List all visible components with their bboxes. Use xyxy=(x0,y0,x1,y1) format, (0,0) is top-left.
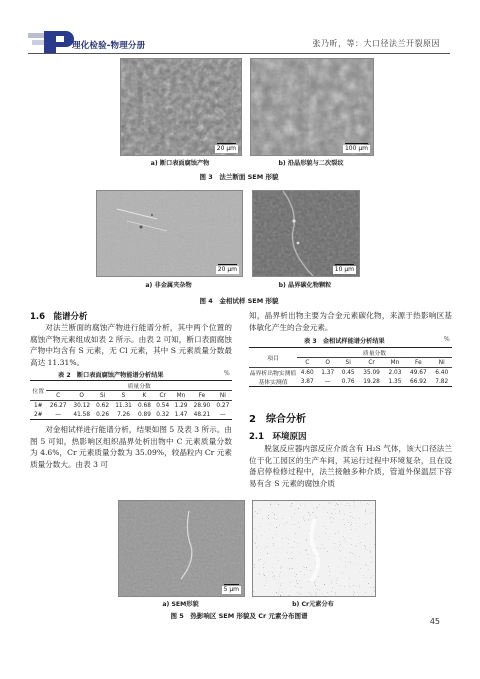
journal-name: 理化检验-物理分册 xyxy=(72,41,146,51)
table3-cell: 35.09 xyxy=(363,369,380,376)
fig3a-scale-bar: 20 μm xyxy=(216,145,236,152)
table3-col: Ni xyxy=(432,358,453,368)
table3-unit: % xyxy=(444,336,450,343)
table2 xyxy=(30,380,232,420)
section-2-1-para1-text: 脱氢反应器内部反应介质含有 H₂S 气体，该大口径法兰位于化工园区的生产车间，其运行过程中环境复杂，且在设备启停检修过程中，法兰接触多种介质，管道外保温层下容易有含 S 元素的腐蚀介质 xyxy=(249,444,452,488)
fig3a-caption: a) 断口表面腐蚀产物 xyxy=(150,160,210,167)
journal-logo-mark xyxy=(28,30,76,54)
table2-col: O xyxy=(70,391,94,401)
fig4b-scale-bar: 10 μm xyxy=(334,266,354,273)
table2-col: Mn xyxy=(172,391,190,401)
table3-cell: 0.76 xyxy=(338,377,358,387)
table-row xyxy=(30,410,232,420)
table3-cell: — xyxy=(317,377,337,387)
table2-cell: 2# xyxy=(30,410,46,420)
table2-corner: 位置 xyxy=(30,381,46,401)
table2-cell: 0.32 xyxy=(154,410,172,420)
table3-col: Si xyxy=(338,358,358,368)
table3-cell: 4.60 xyxy=(300,369,314,376)
table3-corner: 项目 xyxy=(249,348,297,368)
fig5-caption: 图 5 热影响区 SEM 形貌及 Cr 元素分布图谱 xyxy=(170,612,308,620)
table3-cell: 2.03 xyxy=(388,369,402,376)
table3-col: O xyxy=(317,358,337,368)
table2-cell: 41.58 xyxy=(70,410,94,420)
section-2-1-para1 xyxy=(249,443,452,489)
fig5a-image xyxy=(118,500,245,597)
table3-col: Mn xyxy=(385,358,405,368)
table3-cell: 1.35 xyxy=(385,377,405,387)
table3-cell: 0.45 xyxy=(341,369,355,376)
table3-cell: 6.40 xyxy=(435,369,449,376)
section-2-heading: 2 综合分析 xyxy=(249,414,306,425)
fig5a-scale-bar: 5 μm xyxy=(223,586,239,593)
table2-group-header: 质量分数 xyxy=(46,381,232,391)
fig4a-image xyxy=(96,190,243,277)
table-row xyxy=(249,377,452,387)
fig4b-image xyxy=(252,190,360,277)
table2-cell: 11.31 xyxy=(115,402,132,409)
fig4a-caption: a) 非金属夹杂物 xyxy=(145,282,192,289)
table2-col: Ni xyxy=(214,391,232,401)
table2-col: C xyxy=(46,391,70,401)
table-row xyxy=(249,368,452,378)
fig3b-caption: b) 沿晶形貌与二次裂纹 xyxy=(278,160,344,167)
fig5a-caption: a) SEM形貌 xyxy=(162,601,199,608)
fig4b-caption: b) 晶界碳化物颗粒 xyxy=(278,282,332,289)
table3-col: Cr xyxy=(358,358,384,368)
fig5b-texture xyxy=(253,501,375,596)
table2-cell: 0.89 xyxy=(135,410,153,420)
table3-cell: 7.82 xyxy=(432,377,453,387)
table2-cell: 30.12 xyxy=(73,402,91,409)
section-1-6-para2 xyxy=(30,424,232,470)
table2-cell: 0.68 xyxy=(137,402,151,409)
table2-cell: 28.90 xyxy=(193,402,211,409)
table3-group-header: 质量分数 xyxy=(297,348,452,358)
table3-cell: 66.92 xyxy=(405,377,431,387)
table3-col: Fe xyxy=(405,358,431,368)
section-1-6-para1 xyxy=(30,322,232,368)
table3 xyxy=(249,347,452,387)
table3-cell: 19.28 xyxy=(358,377,384,387)
table2-unit: % xyxy=(224,370,230,377)
section-1-6-heading: 1.6 能谱分析 xyxy=(30,312,88,322)
section-2-1-heading: 2.1 环境原因 xyxy=(249,432,307,442)
table2-col: Fe xyxy=(190,391,214,401)
fig5b-image xyxy=(252,500,376,597)
table2-col: K xyxy=(135,391,153,401)
fig3b-texture xyxy=(251,59,373,155)
fig3a-texture xyxy=(121,59,241,155)
table2-caption: 表 2 断口表面腐蚀产物能谱分析结果 xyxy=(58,372,164,379)
section-1-6-para1-text: 对法兰断面的腐蚀产物进行能谱分析，其中两个位置的腐蚀产物元素组成如表 2 所示。由表 2 可知，断口表面腐蚀产物中均含有 S 元素，无 Cl 元素，其中 S 元素质量分数最高达 11.31%。 xyxy=(30,323,232,367)
fig3b-scale-bar: 100 μm xyxy=(344,145,368,152)
table2-col: Cr xyxy=(154,391,172,401)
table2-cell: 0.62 xyxy=(96,402,110,409)
fig3b-image xyxy=(250,58,374,156)
table3-cell: 基体实测值 xyxy=(249,377,297,387)
running-title: 张乃昕，等：大口径法兰开裂原因 xyxy=(312,39,440,48)
right-col-para1-text: 知，晶界析出物主要为合金元素碳化物，来源于热影响区基体敏化产生的合金元素。 xyxy=(249,311,452,332)
table2-col: S xyxy=(112,391,136,401)
table2-cell: 1.29 xyxy=(174,402,188,409)
fig3-caption: 图 3 法兰断面 SEM 形貌 xyxy=(199,173,279,181)
table-row xyxy=(30,401,232,411)
table2-cell: — xyxy=(214,410,232,420)
table2-cell: 1# xyxy=(33,402,43,409)
table2-cell: 0.26 xyxy=(93,410,111,420)
table2-col: Si xyxy=(93,391,111,401)
table2-cell: — xyxy=(46,410,70,420)
table3-cell: 晶界析出物实测值 xyxy=(249,371,297,377)
journal-logo xyxy=(28,30,158,54)
table2-cell: 1.47 xyxy=(172,410,190,420)
table3-cell: 1.37 xyxy=(321,369,335,376)
fig3a-image xyxy=(120,58,242,156)
right-col-para1 xyxy=(249,310,452,333)
table2-cell: 26.27 xyxy=(49,402,67,409)
table3-cell: 49.67 xyxy=(410,369,427,376)
page-number: 45 xyxy=(429,617,440,626)
table2-cell: 0.54 xyxy=(156,402,170,409)
table3-cell: 3.87 xyxy=(297,377,317,387)
fig5a-texture xyxy=(119,501,244,596)
fig5b-caption: b) Cr元素分布 xyxy=(292,601,334,608)
table3-caption: 表 3 金相试样能谱分析结果 xyxy=(304,338,385,345)
table2-cell: 7.26 xyxy=(112,410,136,420)
fig4a-scale-bar: 20 μm xyxy=(217,266,237,273)
table2-cell: 0.27 xyxy=(216,402,230,409)
table2-cell: 48.21 xyxy=(190,410,214,420)
fig4-caption: 图 4 金相试样 SEM 形貌 xyxy=(199,297,279,305)
section-1-6-para2-text: 对金相试样进行能谱分析，结果如图 5 及表 3 所示。由图 5 可知，热影响区组织晶界处析出物中 C 元素质量分数为 4.6%，Cr 元素质量分数为 35.09%，较晶粒内 Cr 元素质量分数大。由表 3 可 xyxy=(30,425,232,469)
table3-col: C xyxy=(297,358,317,368)
header-rule xyxy=(28,53,450,54)
